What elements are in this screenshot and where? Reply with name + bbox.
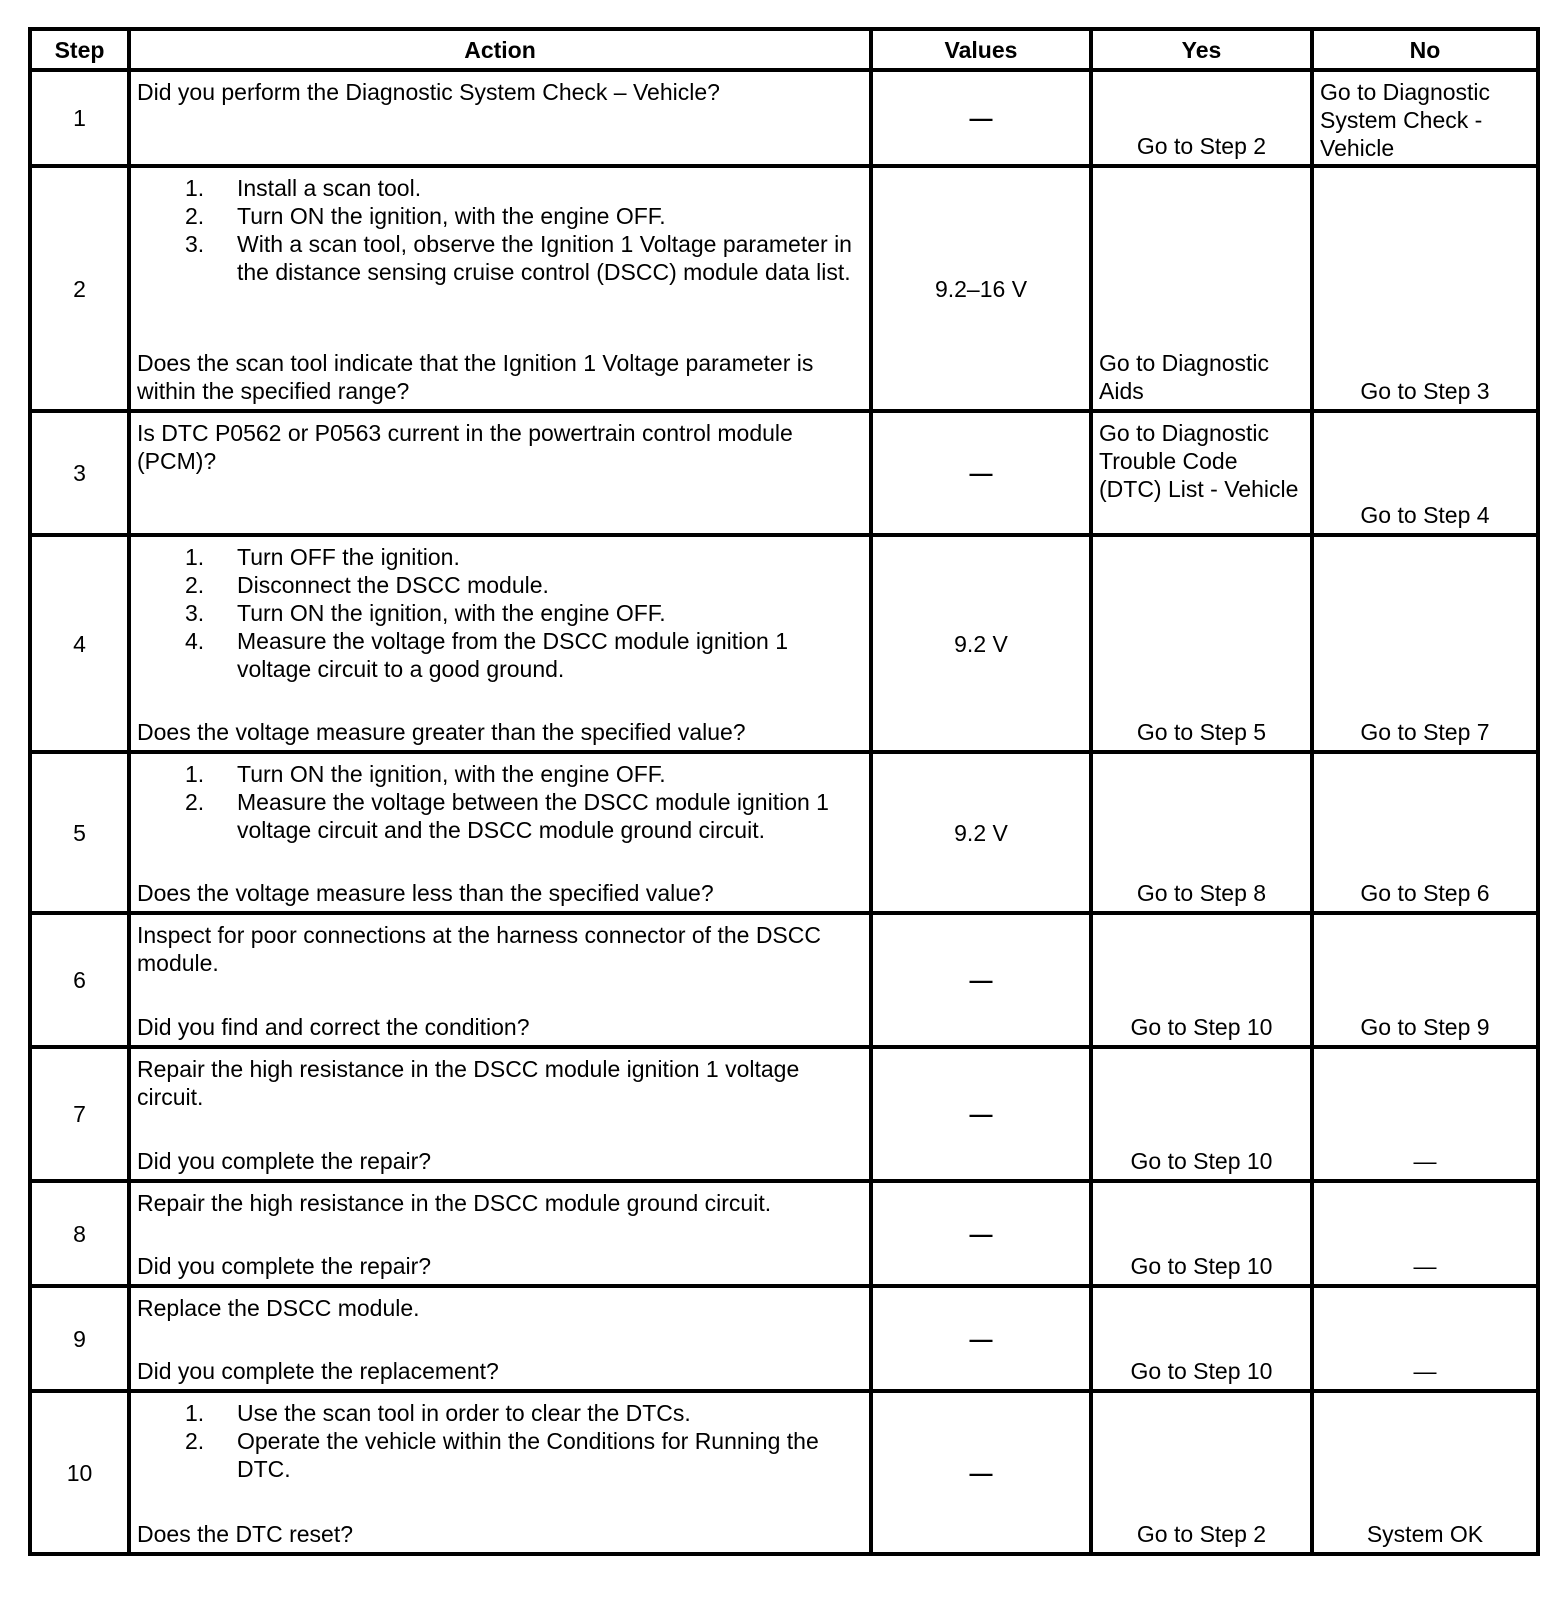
no-answer: Go to Step 4: [1360, 502, 1490, 528]
action-text: Inspect for poor connections at the harness connector of the DSCC module.: [137, 922, 821, 976]
action-text: Repair the high resistance in the DSCC module ground circuit.: [137, 1190, 772, 1216]
action-question: Does the DTC reset?: [137, 1521, 354, 1547]
yes-cell: [1091, 1391, 1312, 1554]
action-step-list: [137, 1399, 863, 1483]
action-step-number: 4.: [185, 628, 205, 654]
yes-cell: [1091, 752, 1312, 913]
no-answer: Go to Diagnostic System Check - Vehicle: [1320, 79, 1491, 161]
action-cell: [129, 752, 871, 913]
action-step-number: 1.: [185, 1400, 205, 1426]
action-cell: [129, 535, 871, 752]
action-step-text: With a scan tool, observe the Ignition 1 Voltage parameter in the distance sensing cruise control (DSCC) module data list.: [237, 231, 852, 285]
yes-answer: Go to Step 5: [1136, 719, 1267, 745]
value-cell: —: [871, 1181, 1091, 1286]
action-step-number: 2.: [185, 789, 205, 815]
action-step-number: 2.: [185, 572, 205, 598]
step-number: 2: [30, 166, 129, 411]
header-action: Action: [129, 29, 871, 70]
no-cell: [1312, 70, 1538, 166]
action-step-text: Turn OFF the ignition.: [237, 544, 460, 570]
action-step-text: Measure the voltage from the DSCC module ignition 1 voltage circuit to a good ground.: [237, 628, 789, 682]
no-cell: [1312, 752, 1538, 913]
value-cell: —: [871, 411, 1091, 535]
step-number: 8: [30, 1181, 129, 1286]
no-cell: [1312, 1181, 1538, 1286]
header-step: Step: [30, 29, 129, 70]
table-row: [30, 1286, 1538, 1391]
action-step-text: Operate the vehicle within the Conditions for Running the DTC.: [237, 1428, 819, 1482]
action-step-number: 1.: [185, 175, 205, 201]
action-question: Did you complete the repair?: [137, 1253, 432, 1279]
action-step-list: [137, 543, 863, 683]
table-row: [30, 752, 1538, 913]
yes-cell: [1091, 1181, 1312, 1286]
step-number: 6: [30, 913, 129, 1047]
header-no: No: [1312, 29, 1538, 70]
action-step-item: [137, 571, 863, 599]
yes-cell: [1091, 411, 1312, 535]
action-step-number: 2.: [185, 203, 205, 229]
yes-answer: Go to Step 10: [1130, 1014, 1273, 1040]
table-row: [30, 913, 1538, 1047]
table-row: [30, 166, 1538, 411]
action-step-item: [137, 1427, 863, 1483]
yes-answer: Go to Diagnostic Aids: [1099, 350, 1270, 404]
yes-cell: [1091, 70, 1312, 166]
yes-cell: [1091, 535, 1312, 752]
action-step-item: [137, 202, 863, 230]
no-cell: [1312, 1047, 1538, 1181]
value-cell: 9.2–16 V: [871, 166, 1091, 411]
no-answer: —: [1413, 1358, 1437, 1384]
action-step-text: Turn ON the ignition, with the engine OFF.: [237, 600, 666, 626]
no-answer: Go to Step 7: [1360, 719, 1490, 745]
action-step-list: [137, 174, 863, 286]
action-step-item: [137, 599, 863, 627]
action-cell: [129, 1391, 871, 1554]
action-cell: [129, 913, 871, 1047]
step-number: 1: [30, 70, 129, 166]
table-row: [30, 1181, 1538, 1286]
header-yes: Yes: [1091, 29, 1312, 70]
action-step-item: [137, 788, 863, 844]
action-cell: [129, 70, 871, 166]
header-row: [30, 29, 1538, 70]
action-question: Does the voltage measure greater than the specified value?: [137, 719, 746, 745]
action-step-item: [137, 760, 863, 788]
no-answer: System OK: [1366, 1521, 1484, 1547]
action-step-item: [137, 627, 863, 683]
value-cell: —: [871, 1047, 1091, 1181]
value-cell: —: [871, 913, 1091, 1047]
yes-answer: Go to Step 2: [1136, 133, 1267, 159]
step-number: 3: [30, 411, 129, 535]
value-cell: 9.2 V: [871, 535, 1091, 752]
value-cell: —: [871, 1286, 1091, 1391]
value-cell: —: [871, 1391, 1091, 1554]
action-question: Did you complete the repair?: [137, 1148, 432, 1174]
yes-answer: Go to Step 2: [1136, 1521, 1267, 1547]
action-step-item: [137, 174, 863, 202]
table-row: [30, 1391, 1538, 1554]
step-number: 7: [30, 1047, 129, 1181]
action-step-text: Turn ON the ignition, with the engine OFF.: [237, 203, 666, 229]
table-row: [30, 411, 1538, 535]
action-step-text: Measure the voltage between the DSCC module ignition 1 voltage circuit and the DSCC module ground circuit.: [237, 789, 829, 843]
step-number: 9: [30, 1286, 129, 1391]
step-number: 4: [30, 535, 129, 752]
no-cell: [1312, 913, 1538, 1047]
yes-cell: [1091, 1286, 1312, 1391]
value-cell: 9.2 V: [871, 752, 1091, 913]
action-step-number: 1.: [185, 544, 205, 570]
table-row: [30, 1047, 1538, 1181]
action-text: Replace the DSCC module.: [137, 1295, 420, 1321]
action-step-number: 2.: [185, 1428, 205, 1454]
action-cell: [129, 411, 871, 535]
yes-answer: Go to Step 10: [1130, 1358, 1273, 1384]
yes-answer: Go to Step 10: [1130, 1253, 1273, 1279]
step-number: 10: [30, 1391, 129, 1554]
action-step-text: Install a scan tool.: [237, 175, 422, 201]
no-answer: —: [1413, 1148, 1437, 1174]
action-text: Repair the high resistance in the DSCC module ignition 1 voltage circuit.: [137, 1056, 800, 1110]
action-question: Did you find and correct the condition?: [137, 1014, 530, 1040]
action-text: Did you perform the Diagnostic System Check – Vehicle?: [137, 79, 720, 105]
action-step-item: [137, 543, 863, 571]
action-cell: [129, 1286, 871, 1391]
no-cell: [1312, 411, 1538, 535]
action-question: Does the voltage measure less than the specified value?: [137, 880, 714, 906]
diagnostic-table: [28, 27, 1540, 1556]
yes-answer: Go to Step 8: [1136, 880, 1267, 906]
action-text: Is DTC P0562 or P0563 current in the powertrain control module (PCM)?: [137, 420, 793, 474]
yes-cell: [1091, 1047, 1312, 1181]
yes-answer: Go to Step 10: [1130, 1148, 1273, 1174]
action-step-number: 1.: [185, 761, 205, 787]
action-cell: [129, 166, 871, 411]
action-step-item: [137, 230, 863, 286]
yes-answer: Go to Diagnostic Trouble Code (DTC) List - Vehicle: [1099, 420, 1299, 502]
no-answer: Go to Step 3: [1360, 378, 1490, 404]
table-row: [30, 70, 1538, 166]
no-cell: [1312, 166, 1538, 411]
yes-cell: [1091, 913, 1312, 1047]
action-cell: [129, 1047, 871, 1181]
action-step-text: Disconnect the DSCC module.: [237, 572, 549, 598]
table-row: [30, 535, 1538, 752]
no-cell: [1312, 1286, 1538, 1391]
table-body: [30, 70, 1538, 1554]
action-step-item: [137, 1399, 863, 1427]
no-answer: Go to Step 9: [1360, 1014, 1490, 1040]
header-values: Values: [871, 29, 1091, 70]
action-step-number: 3.: [185, 600, 205, 626]
yes-cell: [1091, 166, 1312, 411]
action-step-number: 3.: [185, 231, 205, 257]
action-step-list: [137, 760, 863, 844]
action-step-text: Use the scan tool in order to clear the DTCs.: [237, 1400, 691, 1426]
no-answer: —: [1413, 1253, 1437, 1279]
no-cell: [1312, 535, 1538, 752]
step-number: 5: [30, 752, 129, 913]
no-answer: Go to Step 6: [1360, 880, 1490, 906]
action-question: Does the scan tool indicate that the Ignition 1 Voltage parameter is within the specified range?: [137, 350, 814, 404]
action-question: Did you complete the replacement?: [137, 1358, 499, 1384]
value-cell: —: [871, 70, 1091, 166]
no-cell: [1312, 1391, 1538, 1554]
action-cell: [129, 1181, 871, 1286]
action-step-text: Turn ON the ignition, with the engine OFF.: [237, 761, 666, 787]
